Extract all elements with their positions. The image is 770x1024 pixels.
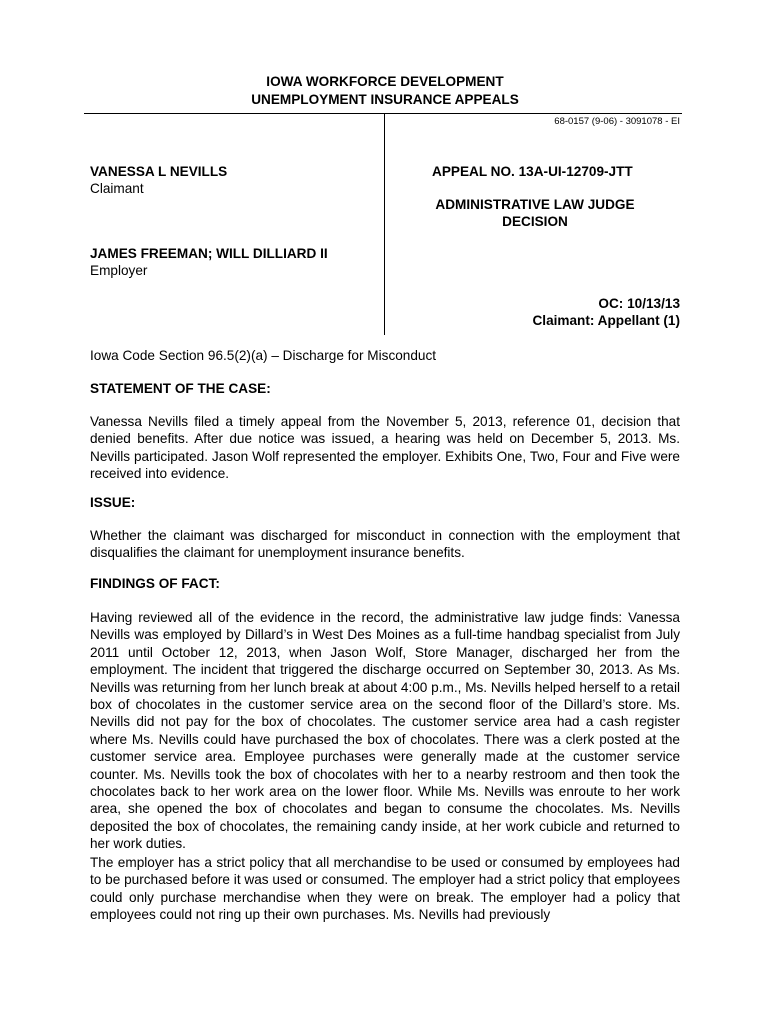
issue-heading: ISSUE:	[90, 495, 136, 510]
issue-body: Whether the claimant was discharged for misconduct in connection with the employment that disqualifies the claimant for unemployment insurance benefits.	[90, 528, 680, 561]
employer-name: JAMES FREEMAN; WILL DILLIARD II	[90, 246, 328, 261]
agency-name: IOWA WORKFORCE DEVELOPMENT	[266, 74, 504, 89]
form-number: 68-0157 (9-06) - 3091078 - EI	[554, 116, 680, 127]
code-section: Iowa Code Section 96.5(2)(a) – Discharge for Misconduct	[90, 348, 437, 363]
decision-title: ADMINISTRATIVE LAW JUDGE	[435, 197, 635, 212]
original-claim-date: OC: 10/13/13	[598, 296, 680, 311]
findings-paragraph-2: The employer has a strict policy that all merchandise to be used or consumed by employees had to be purchased before it was used or consumed. The employer had a strict policy that employees could only purchase merchandise when they were on break. The employer had a policy that employees could not ring up their own purchases. Ms. Nevills had previously	[90, 855, 680, 923]
findings-heading: FINDINGS OF FACT:	[90, 576, 220, 591]
caption-divider	[384, 113, 385, 335]
claimant-role: Claimant	[90, 181, 144, 196]
statement-body: Vanessa Nevills filed a timely appeal from the November 5, 2013, reference 01, decision that denied benefits. After due notice was issued, a hearing was held on December 5, 2013. Ms. Nevills participated. Jason Wolf represented the employer. Exhibits One, Two, Four and Five were received into evidence.	[90, 414, 680, 482]
agency-division: UNEMPLOYMENT INSURANCE APPEALS	[251, 92, 519, 107]
statement-heading: STATEMENT OF THE CASE:	[90, 381, 271, 396]
header-rule	[84, 113, 682, 114]
claimant-status: Claimant: Appellant (1)	[532, 313, 680, 328]
decision-subtitle: DECISION	[502, 214, 568, 229]
claimant-name: VANESSA L NEVILLS	[90, 164, 228, 179]
employer-role: Employer	[90, 263, 148, 278]
findings-paragraph-1: Having reviewed all of the evidence in the record, the administrative law judge finds: Vanessa Nevills was employed by Dillard’s in West Des Moines as a full-time handbag specialist from July 2011 until October 12, 2013, when Jason Wolf, Store Manager, discharged her from the employment. The incident that triggered the discharge occurred on September 30, 2013. As Ms. Nevills was returning from her lunch break at about 4:00 p.m., Ms. Nevills helped herself to a retail box of chocolates in the customer service area on the second floor of the Dillard’s store. Ms. Nevills did not pay for the box of chocolates. The customer service area had a cash register where Ms. Nevills could have purchased the box of chocolates. There was a clerk posted at the customer service area. Employee purchases were generally made at the customer service counter. Ms. Nevills took the box of chocolates with her to a nearby restroom and then took the chocolates back to her work area on the lower floor. While Ms. Nevills was enroute to her work area, she opened the box of chocolates and began to consume the chocolates. Ms. Nevills deposited the box of chocolates, the remaining candy inside, at her work cubicle and returned to her work duties.	[90, 610, 680, 852]
appeal-number: APPEAL NO. 13A-UI-12709-JTT	[432, 164, 633, 179]
